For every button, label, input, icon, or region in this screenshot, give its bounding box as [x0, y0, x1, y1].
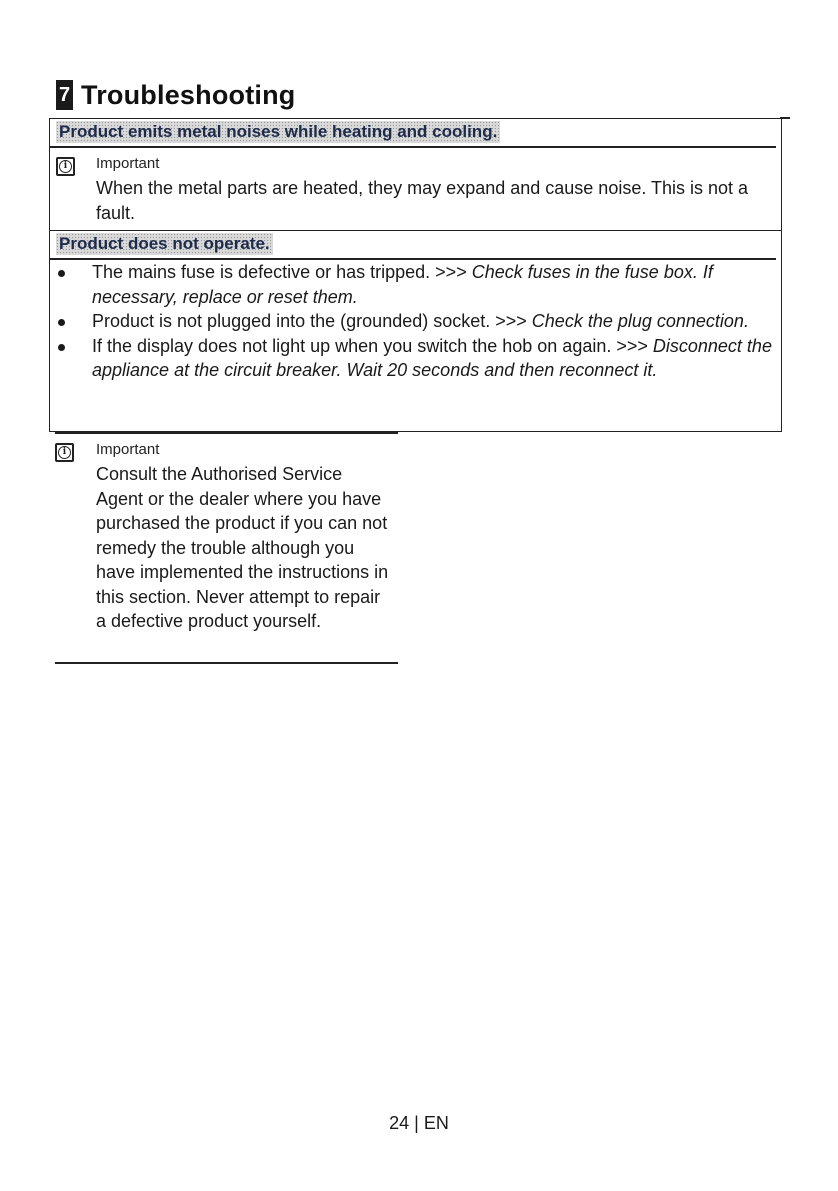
bullet-icon: [58, 270, 65, 277]
problem-no-operate-heading-band: [50, 231, 776, 260]
remedy-text: Check fuses in the fuse box. If necessary, replace or reset them.: [92, 262, 713, 307]
list-item: [50, 309, 781, 334]
page-title: Troubleshooting: [81, 79, 296, 110]
info-icon-glyph: i: [58, 446, 71, 459]
noise-note-text: When the metal parts are heated, they may expand and cause noise. This is not a fault.: [96, 178, 749, 223]
list-item: [50, 260, 781, 309]
bullet-icon: [58, 344, 65, 351]
remedy-text: Check the plug connection.: [531, 311, 749, 331]
service-note-text: Consult the Authorised Service Agent or the dealer where you have purchased the product if you can not remedy the trouble although you have implemented the instructions in this section. Never attempt to repair a defective product yourself.: [96, 464, 389, 631]
section-title: [56, 78, 295, 112]
note-rule-top: [55, 432, 398, 434]
important-label: Important: [96, 155, 160, 172]
cause-text: Product is not plugged into the (grounded) socket. >>>: [92, 311, 532, 331]
problem-noise-heading-band: [50, 119, 776, 148]
cause-text: If the display does not light up when you switch the hob on again. >>>: [92, 335, 653, 356]
note-rule-bottom: [55, 662, 398, 664]
problem-no-operate-heading: Product does not operate.: [56, 233, 273, 255]
info-icon-glyph: i: [59, 160, 72, 173]
problem-noise-box: [49, 118, 782, 231]
important-label: Important: [96, 441, 160, 458]
page-number: 24 | EN: [389, 1113, 449, 1133]
remedy-text: Disconnect the appliance at the circuit breaker. Wait 20 seconds and then reconnect it.: [92, 335, 772, 380]
info-icon: [56, 157, 75, 176]
cause-text: The mains fuse is defective or has tripped. >>>: [92, 262, 472, 282]
bullet-icon: [58, 319, 65, 326]
problem-no-operate-box: [49, 230, 782, 432]
list-item: [50, 334, 781, 383]
chapter-number-badge: 7: [56, 80, 73, 110]
info-icon: [55, 443, 74, 462]
problem-noise-heading: Product emits metal noises while heating and cooling.: [56, 121, 500, 143]
cause-remedy-list: [50, 260, 781, 383]
